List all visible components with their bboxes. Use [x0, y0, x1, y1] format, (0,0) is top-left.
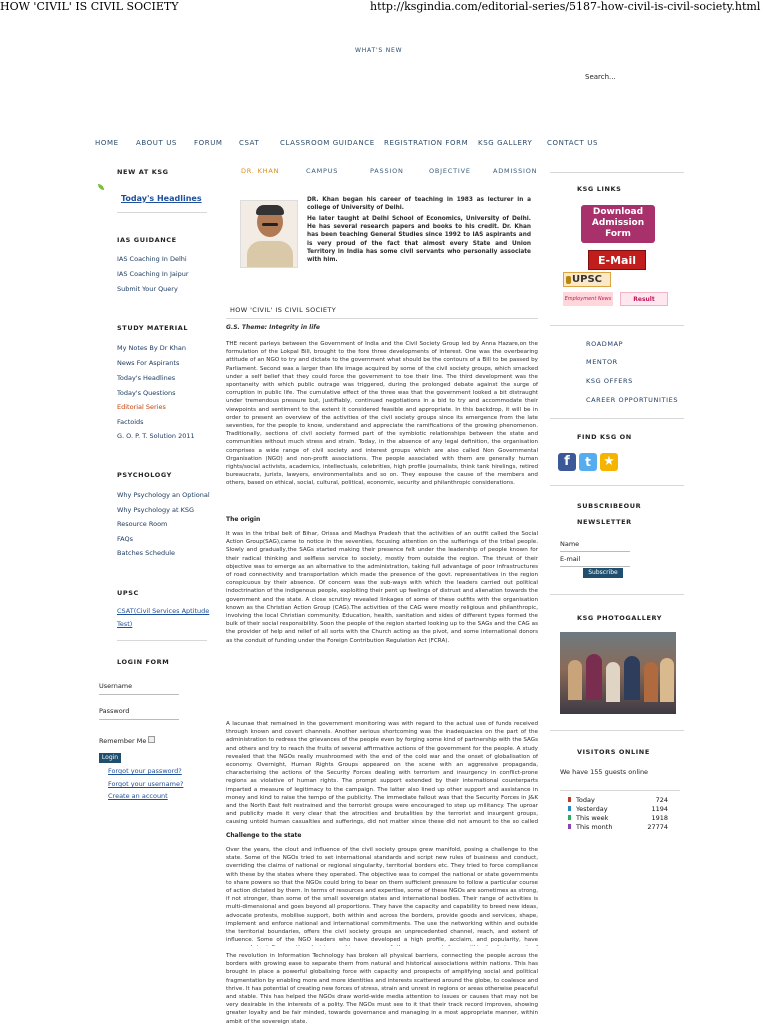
twitter-icon[interactable]	[579, 453, 597, 471]
email-label: E-mail	[560, 555, 581, 563]
divider	[117, 640, 207, 641]
nav-forum[interactable]: FORUM	[194, 139, 223, 147]
article-theme: G.S. Theme: Integrity in life	[226, 324, 320, 331]
facebook-icon[interactable]	[558, 453, 576, 471]
link-my-notes[interactable]: My Notes By Dr Khan	[117, 344, 186, 352]
login-button[interactable]: Login	[99, 753, 121, 763]
divider	[226, 318, 538, 319]
tab-dr-khan[interactable]: DR. KHAN	[241, 167, 280, 175]
divider	[550, 325, 684, 326]
stat-label: Today	[576, 796, 595, 804]
bio-line1: DR. Khan began his career of teaching in 1983 as lecturer in a college of University of Delhi.	[307, 197, 531, 212]
employment-news-banner[interactable]: Employment News	[563, 292, 613, 306]
photogallery-heading: KSG PHOTOGALLERY	[577, 614, 663, 622]
stat-this-month	[576, 823, 668, 831]
new-at-ksg-heading: NEW AT KSG	[117, 168, 169, 176]
name-label: Name	[560, 540, 580, 548]
link-todays-headlines[interactable]: Today's Headlines	[117, 374, 176, 382]
link-forgot-username[interactable]: Forgot your username?	[108, 780, 184, 788]
stat-value: 27774	[647, 823, 668, 831]
nav-about-us[interactable]: ABOUT US	[136, 139, 177, 147]
password-input[interactable]	[99, 719, 179, 720]
link-roadmap[interactable]: ROADMAP	[586, 340, 624, 348]
link-ksg-offers[interactable]: KSG OFFERS	[586, 377, 633, 385]
search-input[interactable]: Search...	[585, 73, 616, 81]
subscribe-heading-line2: NEWSLETTER	[577, 518, 632, 526]
stat-marker-month	[568, 824, 571, 829]
study-material-heading: STUDY MATERIAL	[117, 324, 189, 332]
stat-today	[576, 796, 668, 804]
find-ksg-heading: FIND KSG ON	[577, 433, 632, 441]
link-ias-jaipur[interactable]: IAS Coaching In Jaipur	[117, 270, 189, 278]
link-forgot-password[interactable]: Forgot your password?	[108, 767, 182, 775]
stat-label: This week	[576, 814, 609, 822]
newsletter-email-input[interactable]	[560, 566, 630, 567]
article-paragraph-4: Over the years, the clout and influence of the civil society groups grew manifold, posing a challenge to the state. Some of the NGOs tried to set international standards and script new rules of business and conduct, overriding the claims of national or regional singularity, territorial borders etc. They tried to force compliance with these by the states where they operated. The objective was to compel the national or state governments to share powers so that the NGOs could bring to bear on them sufficient pressure to follow a particular course of action dictated by them. In terms of resources and expertise, some of these NGOs are sometimes as strong, if not stronger, than some of the small sovereign states and international bodies. Their range of activities is multi-dimensional and goes beyond all proportions. They have the capacity and capability to breed new ideas, advocate protests, mobilise support, both within and across the borders, provide goods and services, shape, implement and enforce national and international commitments. The use the networking within and outside the territorial boundaries, offers the civil society groups an unprecedented channel, reach, and extent of influence. Some of the NGO leaders who have developed a high profile, acclaim, and popularity, have	[226, 847, 538, 944]
link-editorial-series[interactable]: Editorial Series	[117, 403, 166, 411]
gallery-photo[interactable]	[560, 632, 676, 714]
nav-home[interactable]: HOME	[95, 139, 119, 147]
whats-new-link[interactable]: WHAT'S NEW	[355, 47, 403, 54]
divider	[550, 485, 684, 486]
article-paragraph-3: A lacunae that remained in the government monitoring was with regard to the actual use of funds received through known and covert channels. Another serious shortcoming was the inadequacies on the part of the administration to redress the grievances of the people even by forging some kind of partnership with the SAGs and others and try to reach the fruits of several affirmative actions of the government for the people. A study revealed that the NGOs really mushroomed with the end of the cold war and the onset of globalisation of economy. Overnight, Human Rights Groups appeared on the scene with an aggressive propaganda, characterising the actions of the Security Forces dealing with terrorism and insurgency in conflict-prone regions as violative of human rights. The prompt support extended by their international counterparts imparted a measure of legitimacy to the campaign. The latter also lined up other support and assistance in money and kind to raise the tempo of the publicity. The immediate fallout was that the Security Forces in J&K and the North East felt restrained and the terrorist groups were encouraged to step up militancy. The uproar and publicity made it very clear that the atrocities and brutalities by the terrorist and insurgent groups, causing untold human casualties and sufferings, did not matter since these did not amount to the so called	[226, 721, 538, 825]
link-ias-delhi[interactable]: IAS Coaching In Delhi	[117, 255, 187, 263]
upsc-banner-label: UPSC	[572, 274, 602, 285]
newsletter-name-input[interactable]	[560, 551, 630, 552]
origin-heading: The origin	[226, 516, 261, 523]
link-factoids[interactable]: Factoids	[117, 418, 144, 426]
nav-registration-form[interactable]: REGISTRATION FORM	[384, 139, 469, 147]
link-news-aspirants[interactable]: News For Aspirants	[117, 359, 180, 367]
guests-online-text: We have 155 guests online	[560, 768, 649, 776]
todays-headlines-link[interactable]: Today's Headlines	[121, 194, 202, 203]
facebook-glyph: f	[564, 454, 570, 469]
article-paragraph-5: The revolution in Information Technology has broken all physical barriers, connecting the people across the borders with growing ease to separate them from natural and historical associations within nations. This has brought in place a powerful globalising force with capacity and prospects of amplifying social and political fragmentation by enabling more and more identities and interests scattered around the globe, to coalesce and thrive. It has potential of creating new forces of stress, strain and unrest in regions or areas otherwise peaceful and stable. This has helped the NGOs draw world-wide media attention to issues or causes that may not be very desirable in the interests of a polity. The NGOs must see to it that their track record improves, showing greater loyalty and be fair minded, towards governance and managing in a most appropriate manner, within ambit of the sovereign state.	[226, 953, 538, 1024]
tab-campus[interactable]: CAMPUS	[306, 167, 339, 175]
star-icon[interactable]: ★	[600, 453, 618, 471]
link-csat-line2[interactable]: Test)	[117, 620, 133, 628]
challenge-heading: Challenge to the state	[226, 832, 302, 839]
link-mentor[interactable]: MENTOR	[586, 358, 618, 366]
link-why-psychology-ksg[interactable]: Why Psychology at KSG	[117, 506, 195, 514]
link-resource-room[interactable]: Resource Room	[117, 520, 168, 528]
stat-value: 724	[655, 796, 668, 804]
username-label: Username	[99, 682, 133, 690]
nav-csat[interactable]: CSAT	[239, 139, 260, 147]
password-label: Password	[99, 707, 130, 715]
link-batches-schedule[interactable]: Batches Schedule	[117, 549, 176, 557]
nav-contact-us[interactable]: CONTACT US	[547, 139, 598, 147]
link-career-opportunities[interactable]: CAREER OPPORTUNITIES	[586, 396, 679, 404]
login-form-heading: LOGIN FORM	[117, 658, 170, 666]
remember-me-label: Remember Me	[99, 737, 147, 745]
tab-admission[interactable]: ADMISSION	[493, 167, 538, 175]
article-paragraph-2: It was in the tribal belt of Bihar, Orissa and Madhya Pradesh that the activities of an outfit called the Social Action Group(SAG),came to notice in the seventies, focusing attention on the sufferings of the tribal people. Slowly and gradually,the SAGs started making their presence felt under the leadership of people known for their radical thinking and selfless service to society, mostly from outside the region. The thrust of their objective was to emerge as an alternative to the administration, taking full advantage of poor infrastructures of road connectivity and transportation which made the presence of the govt. representatives in the region conspicuous by their absence. Of concern was the sub-ways with which the leaders carried out political indoctrination of the indigenous people, exploiting their pent up feelings of distrust and alienation towards the government and the state. A close scrutiny revealed linkages of some of these outfits with the organisation known as the Christian Action Group (CAG).The activities of the CAG were mostly religious and philanthropic, involving the local Christian community. Education, health, sanitation and sides of different types formed the bulk of their social responsibility. Soon the people of the region started looking up to the SAGs and the CAG as the provider of help and relief of all sorts with the Church acting as the pivot, and some international donors as the conduit of funding under the Foreign Contribution Regulation Act (FCRA).	[226, 531, 538, 644]
download-line3: Form	[605, 229, 631, 239]
stat-marker-yesterday	[568, 806, 571, 811]
psychology-heading: PSYCHOLOGY	[117, 471, 172, 479]
download-admission-form-banner[interactable]	[581, 205, 655, 243]
stat-marker-week	[568, 815, 571, 820]
tab-passion[interactable]: PASSION	[370, 167, 404, 175]
dr-khan-photo	[240, 200, 298, 268]
upsc-banner[interactable]	[563, 272, 611, 287]
divider	[550, 418, 684, 419]
article-paragraph-1: THE recent parleys between the Government of India and the Civil Society Group led by Anna Hazare,on the formulation of the Lokpal Bill, brought to the fore three developments of interest. One was the overbearing attitude of an NGO to try and dictate to the government what should be the contours of a Bill to be passed by Parliament. Second was a larger than life image acquired by some of the civil society groups, which smacked under a self belief that they could force the government to toe their line. The third development was the spontaneity with which public outrage was triggered, during the prolonged debate against the surge of corruption in public life. The cumulative effect of the three was that the government looked a bit distraught under tremendous pressure but, justifiably, continued negotiations in a bid to try and accommodate their viewpoints and sentiment to the extent it considered feasible and appropriate. In this backdrop, it will be in order to present an overview of the activities of the civil society groups since its emergence from the late seventies, for the people to know, understand and appreciate the ramifications of the growing phenomenon. Traditionally, sections of civil society formed part of the symbiotic relationships between the state and communities without much stress and strain. Today, in the absence of any legal definition, the organisation comprises a wide range of civil society and interest groups which are also called Non Governmental Organisation (NGO) and non-profit associations. The people associated with them are generally human rights/social activists, academics, intellectuals, celebrities, high profile journalists, think tank hirelings, retired bureaucrats, jurists, lawyers, environmentalists and so on. They espouse the cause of the members and others, based on ethical, social, cultural, political, economic, security and philanthropic considerations.	[226, 341, 538, 487]
link-submit-query[interactable]: Submit Your Query	[117, 285, 178, 293]
remember-me-checkbox[interactable]	[148, 736, 155, 743]
stat-marker-today	[568, 797, 571, 802]
divider	[560, 790, 680, 791]
stat-value: 1194	[651, 805, 668, 813]
link-gopt-solution[interactable]: G. O. P. T. Solution 2011	[117, 432, 195, 440]
subscribe-button[interactable]: Subscribe	[583, 568, 623, 578]
subscribe-heading-line1: SUBSCRIBEOUR	[577, 502, 642, 510]
stat-label: This month	[576, 823, 613, 831]
link-todays-questions[interactable]: Today's Questions	[117, 389, 176, 397]
twitter-glyph: t	[585, 455, 591, 469]
username-input[interactable]	[99, 694, 179, 695]
ias-guidance-heading: IAS GUIDANCE	[117, 236, 177, 244]
nav-classroom-guidance[interactable]: CLASSROOM GUIDANCE	[280, 139, 375, 147]
ksg-links-heading: KSG LINKS	[577, 185, 622, 193]
upsc-emblem-icon	[566, 276, 571, 284]
link-faqs[interactable]: FAQs	[117, 535, 133, 543]
article-title: HOW 'CIVIL' IS CIVIL SOCIETY	[230, 306, 337, 314]
tab-objective[interactable]: OBJECTIVE	[429, 167, 471, 175]
leaf-icon	[98, 184, 104, 190]
stat-value: 1918	[651, 814, 668, 822]
download-line1: Download	[592, 207, 644, 217]
upsc-heading: UPSC	[117, 589, 139, 597]
divider	[550, 730, 684, 731]
email-banner[interactable]: E-Mail	[588, 250, 646, 270]
visitors-online-heading: VISITORS ONLINE	[577, 748, 650, 756]
stat-yesterday	[576, 805, 668, 813]
stat-this-week	[576, 814, 668, 822]
link-create-account[interactable]: Create an account	[108, 792, 168, 800]
link-why-psychology-optional[interactable]: Why Psychology an Optional	[117, 491, 210, 499]
stat-label: Yesterday	[576, 805, 608, 813]
download-line2: Admission	[591, 218, 645, 228]
divider	[117, 212, 207, 213]
divider	[550, 594, 684, 595]
result-banner[interactable]: Result	[620, 292, 668, 306]
bio-line2: He later taught at Delhi School of Economics, University of Delhi. He has several research papers and books to his credit. Dr. Khan has been teaching General Studies since 1992 to IAS aspirants and is very proud of the fact that almost every State and Union Territory in India has some civil servants who personally associate with him.	[307, 216, 531, 264]
link-csat-line1[interactable]: CSAT(Civil Services Aptitude	[117, 607, 210, 615]
page-url[interactable]: http://ksgindia.com/editorial-series/5187-how-civil-is-civil-society.html	[370, 0, 761, 13]
divider	[550, 172, 684, 173]
nav-ksg-gallery[interactable]: KSG GALLERY	[478, 139, 533, 147]
page-title: HOW 'CIVIL' IS CIVIL SOCIETY	[0, 0, 179, 13]
